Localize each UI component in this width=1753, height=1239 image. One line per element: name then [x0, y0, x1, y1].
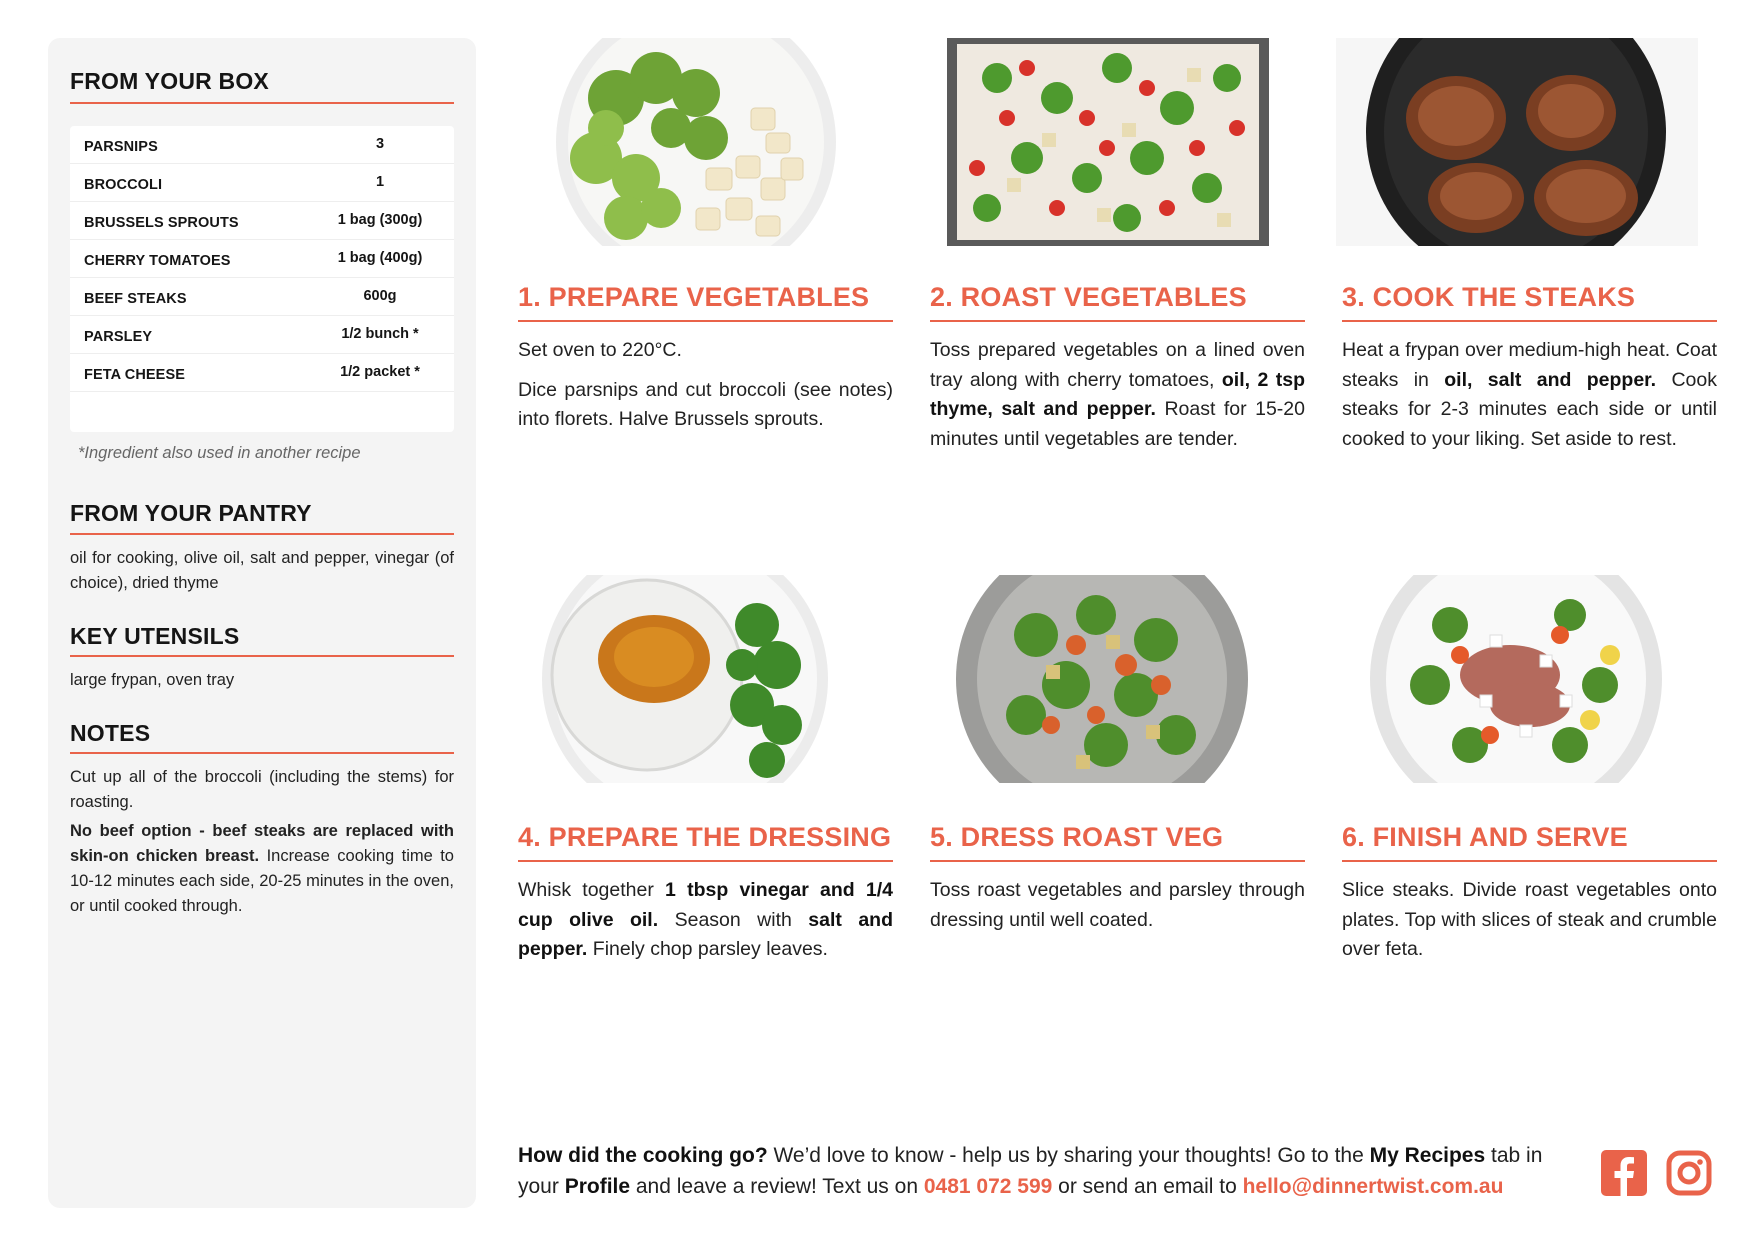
- instagram-icon[interactable]: [1666, 1150, 1712, 1196]
- step-3-text: Heat a frypan over medium-high heat. Coat steaks in: [1342, 339, 1717, 391]
- step-3-body: [1342, 336, 1717, 464]
- step-2-photo: [947, 38, 1269, 246]
- step-4-title: 4. PREPARE THE DRESSING: [518, 822, 892, 852]
- ingredients-table: [70, 126, 454, 432]
- utensils-heading: KEY UTENSILS: [70, 623, 240, 649]
- divider: [1342, 320, 1717, 322]
- divider: [70, 102, 454, 104]
- footer-question: How did the cooking go?: [518, 1144, 768, 1167]
- divider: [70, 533, 454, 535]
- step-5-title: 5. DRESS ROAST VEG: [930, 822, 1224, 852]
- footer-text: and leave a review! Text us on: [630, 1175, 924, 1198]
- step-1-text-1: Set oven to 220°C.: [518, 339, 682, 361]
- from-your-box-heading: FROM YOUR BOX: [70, 68, 269, 94]
- ingredient-qty: 1/2 bunch *: [341, 326, 419, 342]
- divider: [1342, 860, 1717, 862]
- ingredients-sidebar: [48, 38, 476, 1208]
- notes-text-2: [70, 819, 454, 919]
- step-2-title: 2. ROAST VEGETABLES: [930, 282, 1247, 312]
- my-recipes-label: My Recipes: [1369, 1144, 1486, 1167]
- ingredient-name: FETA CHEESE: [84, 367, 185, 383]
- table-row: [70, 354, 454, 392]
- step-3-bold-text: oil, salt and pepper.: [1444, 368, 1657, 391]
- ingredient-name: BEEF STEAKS: [84, 291, 187, 307]
- step-4-bold-text: 1 tbsp vinegar and 1/4 cup olive oil.: [518, 879, 893, 931]
- divider: [930, 860, 1305, 862]
- ingredient-footnote: *Ingredient also used in another recipe: [78, 444, 361, 462]
- step-3-photo: [1336, 38, 1698, 246]
- divider: [70, 655, 454, 657]
- step-6-photo: [1370, 575, 1662, 783]
- step-4-text: Whisk together: [518, 879, 666, 901]
- step-1-text-2: Dice parsnips and cut broccoli (see notes) into florets. Halve Brussels sprouts.: [518, 378, 893, 430]
- step-2-text: Roast for 15-20 minutes until vegetables are tender.: [930, 398, 1305, 450]
- notes-text-1: Cut up all of the broccoli (including the stems) for roasting.: [70, 768, 454, 811]
- table-row: [70, 278, 454, 316]
- ingredient-qty: 1 bag (300g): [337, 212, 423, 228]
- email-link[interactable]: hello@dinnertwist.com.au: [1242, 1175, 1504, 1198]
- step-1-body: [518, 336, 893, 445]
- step-4-bold-text: salt and pepper.: [518, 908, 894, 960]
- utensils-text: large frypan, oven tray: [70, 671, 235, 689]
- ingredient-name: BROCCOLI: [84, 177, 163, 193]
- notes-rest-text: Increase cooking time to 10-12 minutes each side, 20-25 minutes in the oven, or until cooked through.: [70, 847, 454, 915]
- ingredient-qty: 3: [375, 136, 385, 152]
- step-4-photo: [542, 575, 828, 783]
- ingredient-qty: 1/2 packet *: [340, 364, 420, 380]
- pantry-heading: FROM YOUR PANTRY: [70, 500, 312, 526]
- ingredient-name: PARSNIPS: [84, 139, 158, 155]
- phone-link[interactable]: 0481 072 599: [923, 1175, 1053, 1198]
- divider: [518, 320, 893, 322]
- notes-heading: NOTES: [70, 720, 151, 746]
- step-1-title: 1. PREPARE VEGETABLES: [518, 282, 870, 312]
- pantry-text: oil for cooking, olive oil, salt and pepper, vinegar (of choice), dried thyme: [70, 549, 454, 592]
- ingredient-qty: 1: [375, 174, 385, 190]
- step-2-text: Toss prepared vegetables on a lined oven tray along with cherry tomatoes,: [930, 339, 1305, 391]
- step-6-title: 6. FINISH AND SERVE: [1342, 822, 1628, 852]
- table-row: [70, 202, 454, 240]
- step-4-text: Finely chop parsley leaves.: [587, 938, 828, 960]
- step-5-photo: [956, 575, 1248, 783]
- feedback-footer: [518, 1140, 1578, 1202]
- table-row: [70, 316, 454, 354]
- step-4-text: Season with: [658, 908, 809, 931]
- step-5-text: Toss roast vegetables and parsley through dressing until well coated.: [930, 879, 1305, 931]
- step-3-text: Cook steaks for 2-3 minutes each side or until cooked to your liking. Set aside to rest.: [1342, 368, 1717, 450]
- ingredient-qty: 1 bag (400g): [337, 250, 423, 266]
- table-row: [70, 126, 454, 164]
- ingredient-name: BRUSSELS SPROUTS: [84, 215, 239, 231]
- ingredient-name: PARSLEY: [84, 329, 153, 345]
- step-1-photo: [556, 38, 836, 246]
- step-2-bold-text: oil, 2 tsp thyme, salt and pepper.: [930, 368, 1305, 420]
- notes-bold-text: No beef option - beef steaks are replaced with skin-on chicken breast.: [70, 822, 454, 865]
- table-row: [70, 240, 454, 278]
- step-3-title: 3. COOK THE STEAKS: [1342, 282, 1636, 312]
- step-6-body: [1342, 876, 1717, 975]
- ingredient-qty: 600g: [363, 288, 397, 304]
- step-2-body: [930, 336, 1305, 464]
- divider: [70, 752, 454, 754]
- footer-text: We’d love to know - help us by sharing your thoughts! Go to the: [767, 1144, 1370, 1167]
- footer-text: or send an email to: [1052, 1175, 1243, 1198]
- ingredient-name: CHERRY TOMATOES: [84, 253, 231, 269]
- footer-text: tab in your: [518, 1144, 1543, 1198]
- table-row: [70, 164, 454, 202]
- divider: [518, 860, 893, 862]
- step-4-body: [518, 876, 893, 975]
- profile-label: Profile: [564, 1175, 631, 1198]
- divider: [930, 320, 1305, 322]
- step-6-text: Slice steaks. Divide roast vegetables onto plates. Top with slices of steak and crumble over feta.: [1342, 879, 1717, 960]
- step-5-body: [930, 876, 1305, 945]
- facebook-icon[interactable]: [1601, 1150, 1647, 1196]
